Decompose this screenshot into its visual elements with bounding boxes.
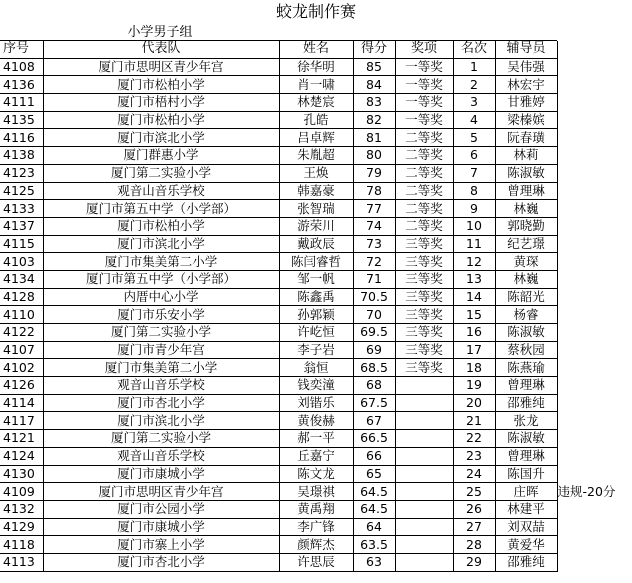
header-id: 序号 xyxy=(0,41,43,58)
cell-name: 吴璟祺 xyxy=(279,483,353,501)
cell-name: 吕卓辉 xyxy=(279,129,353,147)
cell-award: 二等奖 xyxy=(395,182,453,200)
cell-name: 翁恒 xyxy=(279,359,353,377)
cell-rank: 21 xyxy=(453,412,495,430)
cell-award: 三等奖 xyxy=(395,324,453,342)
cell-id: 4111 xyxy=(0,94,43,112)
cell-award xyxy=(395,500,453,518)
table-row xyxy=(0,111,632,129)
cell-award xyxy=(395,430,453,448)
cell-id: 4133 xyxy=(0,200,43,218)
table-row xyxy=(0,536,632,554)
cell-team: 厦门市集美第二小学 xyxy=(43,253,279,271)
cell-score: 64 xyxy=(353,518,395,536)
cell-name: 陈鑫禹 xyxy=(279,288,353,306)
cell-team: 厦门市寨上小学 xyxy=(43,536,279,554)
cell-note xyxy=(557,253,632,271)
cell-score: 74 xyxy=(353,217,395,235)
cell-score: 80 xyxy=(353,147,395,165)
header-award: 奖项 xyxy=(395,41,453,58)
cell-score: 78 xyxy=(353,182,395,200)
cell-coach: 邵雅纯 xyxy=(495,553,557,571)
cell-award: 三等奖 xyxy=(395,359,453,377)
cell-score: 81 xyxy=(353,129,395,147)
cell-rank: 16 xyxy=(453,324,495,342)
cell-note xyxy=(557,182,632,200)
cell-award xyxy=(395,412,453,430)
cell-id: 4107 xyxy=(0,341,43,359)
cell-rank: 11 xyxy=(453,235,495,253)
cell-note xyxy=(557,518,632,536)
table-row xyxy=(0,217,632,235)
cell-rank: 28 xyxy=(453,536,495,554)
cell-rank: 17 xyxy=(453,341,495,359)
cell-name: 钱奕潼 xyxy=(279,377,353,395)
cell-id: 4126 xyxy=(0,377,43,395)
cell-note xyxy=(557,129,632,147)
cell-id: 4137 xyxy=(0,217,43,235)
table-body xyxy=(0,41,632,571)
cell-rank: 26 xyxy=(453,500,495,518)
cell-team: 厦门市杏北小学 xyxy=(43,394,279,412)
cell-id: 4130 xyxy=(0,465,43,483)
table-row xyxy=(0,359,632,377)
cell-score: 83 xyxy=(353,94,395,112)
cell-rank: 25 xyxy=(453,483,495,501)
header-score: 得分 xyxy=(353,41,395,58)
table-row xyxy=(0,394,632,412)
cell-coach: 陈淑敏 xyxy=(495,430,557,448)
header-row xyxy=(0,41,632,58)
cell-score: 65 xyxy=(353,465,395,483)
cell-award: 三等奖 xyxy=(395,306,453,324)
cell-score: 67 xyxy=(353,412,395,430)
cell-note xyxy=(557,377,632,395)
cell-team: 厦门市康城小学 xyxy=(43,518,279,536)
cell-coach: 陈燕瑜 xyxy=(495,359,557,377)
cell-team: 厦门第二实验小学 xyxy=(43,430,279,448)
table-row xyxy=(0,164,632,182)
cell-rank: 24 xyxy=(453,465,495,483)
cell-id: 4135 xyxy=(0,111,43,129)
cell-id: 4109 xyxy=(0,483,43,501)
cell-score: 64.5 xyxy=(353,483,395,501)
cell-score: 79 xyxy=(353,164,395,182)
cell-rank: 2 xyxy=(453,76,495,94)
cell-name: 黄俊赫 xyxy=(279,412,353,430)
cell-rank: 13 xyxy=(453,270,495,288)
cell-name: 朱胤超 xyxy=(279,147,353,165)
cell-id: 4122 xyxy=(0,324,43,342)
header-team: 代表队 xyxy=(43,41,279,58)
cell-team: 内厝中心小学 xyxy=(43,288,279,306)
cell-team: 厦门市公园小学 xyxy=(43,500,279,518)
cell-name: 陈闫睿哲 xyxy=(279,253,353,271)
cell-note xyxy=(557,412,632,430)
table-row xyxy=(0,200,632,218)
cell-coach: 林建平 xyxy=(495,500,557,518)
cell-rank: 5 xyxy=(453,129,495,147)
cell-id: 4116 xyxy=(0,129,43,147)
table-row xyxy=(0,58,632,76)
cell-name: 林楚宸 xyxy=(279,94,353,112)
cell-note xyxy=(557,359,632,377)
cell-score: 84 xyxy=(353,76,395,94)
cell-team: 厦门市杏北小学 xyxy=(43,553,279,571)
cell-id: 4132 xyxy=(0,500,43,518)
table-row xyxy=(0,306,632,324)
cell-award xyxy=(395,518,453,536)
cell-award: 二等奖 xyxy=(395,147,453,165)
cell-note xyxy=(557,447,632,465)
cell-rank: 14 xyxy=(453,288,495,306)
cell-name: 刘锴乐 xyxy=(279,394,353,412)
cell-score: 72 xyxy=(353,253,395,271)
table-row xyxy=(0,553,632,571)
cell-note xyxy=(557,58,632,76)
cell-team: 厦门市乐安小学 xyxy=(43,306,279,324)
cell-score: 63.5 xyxy=(353,536,395,554)
cell-rank: 6 xyxy=(453,147,495,165)
cell-award: 一等奖 xyxy=(395,76,453,94)
cell-id: 4108 xyxy=(0,58,43,76)
cell-note xyxy=(557,217,632,235)
cell-id: 4134 xyxy=(0,270,43,288)
cell-award: 二等奖 xyxy=(395,164,453,182)
cell-coach: 陈淑敏 xyxy=(495,164,557,182)
sheet-subtitle: 小学男子组 xyxy=(127,25,193,40)
cell-coach: 林宏宇 xyxy=(495,76,557,94)
cell-rank: 12 xyxy=(453,253,495,271)
table-row xyxy=(0,483,632,501)
cell-team: 厦门市松柏小学 xyxy=(43,76,279,94)
cell-team: 厦门市康城小学 xyxy=(43,465,279,483)
cell-name: 李广锋 xyxy=(279,518,353,536)
table-row xyxy=(0,253,632,271)
cell-score: 66.5 xyxy=(353,430,395,448)
table-row xyxy=(0,76,632,94)
cell-rank: 29 xyxy=(453,553,495,571)
header-note xyxy=(557,41,632,58)
table-row xyxy=(0,324,632,342)
table-row xyxy=(0,430,632,448)
cell-award: 三等奖 xyxy=(395,288,453,306)
cell-rank: 22 xyxy=(453,430,495,448)
cell-team: 观音山音乐学校 xyxy=(43,182,279,200)
cell-rank: 1 xyxy=(453,58,495,76)
cell-award xyxy=(395,465,453,483)
table-row xyxy=(0,182,632,200)
cell-score: 66 xyxy=(353,447,395,465)
cell-coach: 林巍 xyxy=(495,270,557,288)
cell-name: 颜辉杰 xyxy=(279,536,353,554)
cell-rank: 9 xyxy=(453,200,495,218)
cell-coach: 阮春璜 xyxy=(495,129,557,147)
cell-name: 孔皓 xyxy=(279,111,353,129)
cell-rank: 8 xyxy=(453,182,495,200)
cell-name: 许屹恒 xyxy=(279,324,353,342)
cell-team: 厦门市松柏小学 xyxy=(43,217,279,235)
cell-name: 孙郭颖 xyxy=(279,306,353,324)
cell-score: 63 xyxy=(353,553,395,571)
cell-coach: 黄琛 xyxy=(495,253,557,271)
cell-name: 许思辰 xyxy=(279,553,353,571)
cell-name: 游荣川 xyxy=(279,217,353,235)
cell-note: 违规-20分 xyxy=(557,483,616,499)
cell-team: 厦门第二实验小学 xyxy=(43,324,279,342)
cell-note xyxy=(557,288,632,306)
cell-award: 二等奖 xyxy=(395,200,453,218)
cell-award: 一等奖 xyxy=(395,94,453,112)
table-row xyxy=(0,341,632,359)
cell-coach: 刘双喆 xyxy=(495,518,557,536)
cell-coach: 蔡秋园 xyxy=(495,341,557,359)
cell-team: 厦门市第五中学（小学部） xyxy=(43,270,279,288)
cell-name: 王焕 xyxy=(279,164,353,182)
cell-note xyxy=(557,465,632,483)
cell-award xyxy=(395,394,453,412)
cell-name: 丘嘉宁 xyxy=(279,447,353,465)
cell-team: 厦门市滨北小学 xyxy=(43,235,279,253)
cell-name: 肖一啸 xyxy=(279,76,353,94)
cell-team: 厦门市滨北小学 xyxy=(43,412,279,430)
cell-name: 黄禹翔 xyxy=(279,500,353,518)
cell-note xyxy=(557,200,632,218)
cell-note xyxy=(557,147,632,165)
cell-id: 4124 xyxy=(0,447,43,465)
cell-coach: 陈国升 xyxy=(495,465,557,483)
cell-rank: 27 xyxy=(453,518,495,536)
cell-award xyxy=(395,536,453,554)
cell-score: 69 xyxy=(353,341,395,359)
cell-team: 厦门群惠小学 xyxy=(43,147,279,165)
cell-id: 4129 xyxy=(0,518,43,536)
cell-name: 陈文龙 xyxy=(279,465,353,483)
table-row xyxy=(0,465,632,483)
table-row xyxy=(0,235,632,253)
cell-award: 三等奖 xyxy=(395,253,453,271)
table-row xyxy=(0,518,632,536)
cell-id: 4138 xyxy=(0,147,43,165)
cell-team: 厦门市思明区青少年宫 xyxy=(43,58,279,76)
cell-coach: 林莉 xyxy=(495,147,557,165)
cell-team: 厦门市梧村小学 xyxy=(43,94,279,112)
cell-rank: 20 xyxy=(453,394,495,412)
cell-id: 4123 xyxy=(0,164,43,182)
cell-coach: 杨睿 xyxy=(495,306,557,324)
cell-score: 70.5 xyxy=(353,288,395,306)
cell-score: 68.5 xyxy=(353,359,395,377)
cell-score: 82 xyxy=(353,111,395,129)
cell-note xyxy=(557,235,632,253)
cell-rank: 10 xyxy=(453,217,495,235)
table-row xyxy=(0,129,632,147)
cell-name: 徐华明 xyxy=(279,58,353,76)
cell-note xyxy=(557,164,632,182)
table-row xyxy=(0,94,632,112)
cell-coach: 梁榛嫔 xyxy=(495,111,557,129)
cell-award: 三等奖 xyxy=(395,270,453,288)
cell-id: 4118 xyxy=(0,536,43,554)
cell-team: 厦门第二实验小学 xyxy=(43,164,279,182)
cell-note xyxy=(557,536,632,554)
cell-note xyxy=(557,500,632,518)
cell-score: 64.5 xyxy=(353,500,395,518)
header-coach: 辅导员 xyxy=(495,41,557,58)
cell-team: 厦门市思明区青少年宫 xyxy=(43,483,279,501)
header-rank: 名次 xyxy=(453,41,495,58)
cell-id: 4103 xyxy=(0,253,43,271)
cell-note xyxy=(557,341,632,359)
cell-team: 厦门市松柏小学 xyxy=(43,111,279,129)
cell-team: 观音山音乐学校 xyxy=(43,447,279,465)
cell-score: 68 xyxy=(353,377,395,395)
cell-id: 4113 xyxy=(0,553,43,571)
cell-rank: 23 xyxy=(453,447,495,465)
cell-id: 4114 xyxy=(0,394,43,412)
cell-award: 一等奖 xyxy=(395,58,453,76)
cell-coach: 吴伟强 xyxy=(495,58,557,76)
results-table xyxy=(0,41,632,572)
cell-id: 4117 xyxy=(0,412,43,430)
cell-name: 邹一帆 xyxy=(279,270,353,288)
cell-name: 韩嘉豪 xyxy=(279,182,353,200)
table-row xyxy=(0,500,632,518)
cell-coach: 陈韶光 xyxy=(495,288,557,306)
cell-coach: 纪艺璟 xyxy=(495,235,557,253)
cell-team: 厦门市青少年宫 xyxy=(43,341,279,359)
cell-note xyxy=(557,553,632,571)
cell-score: 69.5 xyxy=(353,324,395,342)
cell-award: 一等奖 xyxy=(395,111,453,129)
cell-note xyxy=(557,270,632,288)
table-row xyxy=(0,447,632,465)
cell-note xyxy=(557,324,632,342)
cell-score: 77 xyxy=(353,200,395,218)
cell-award xyxy=(395,483,453,501)
cell-id: 4128 xyxy=(0,288,43,306)
cell-coach: 林巍 xyxy=(495,200,557,218)
table-row xyxy=(0,412,632,430)
cell-coach: 邵雅纯 xyxy=(495,394,557,412)
cell-coach: 甘雅婷 xyxy=(495,94,557,112)
table-row xyxy=(0,288,632,306)
cell-note xyxy=(557,394,632,412)
cell-id: 4121 xyxy=(0,430,43,448)
cell-rank: 18 xyxy=(453,359,495,377)
cell-award xyxy=(395,377,453,395)
cell-score: 85 xyxy=(353,58,395,76)
cell-note xyxy=(557,430,632,448)
cell-team: 厦门市滨北小学 xyxy=(43,129,279,147)
cell-rank: 7 xyxy=(453,164,495,182)
cell-award: 三等奖 xyxy=(395,235,453,253)
cell-note xyxy=(557,94,632,112)
cell-rank: 3 xyxy=(453,94,495,112)
cell-name: 郝一平 xyxy=(279,430,353,448)
cell-name: 李子岩 xyxy=(279,341,353,359)
cell-note xyxy=(557,76,632,94)
table-row xyxy=(0,270,632,288)
cell-name: 张智瑞 xyxy=(279,200,353,218)
cell-rank: 19 xyxy=(453,377,495,395)
cell-coach: 曾理琳 xyxy=(495,182,557,200)
cell-award: 二等奖 xyxy=(395,129,453,147)
cell-score: 71 xyxy=(353,270,395,288)
cell-score: 67.5 xyxy=(353,394,395,412)
cell-coach: 曾理琳 xyxy=(495,447,557,465)
cell-award: 三等奖 xyxy=(395,341,453,359)
cell-coach: 张龙 xyxy=(495,412,557,430)
cell-team: 观音山音乐学校 xyxy=(43,377,279,395)
header-name: 姓名 xyxy=(279,41,353,58)
cell-rank: 15 xyxy=(453,306,495,324)
cell-coach: 庄晖 xyxy=(495,483,557,501)
cell-coach: 陈淑敏 xyxy=(495,324,557,342)
cell-coach: 曾理琳 xyxy=(495,377,557,395)
table-row xyxy=(0,377,632,395)
cell-note xyxy=(557,111,632,129)
cell-note xyxy=(557,306,632,324)
cell-score: 73 xyxy=(353,235,395,253)
cell-id: 4136 xyxy=(0,76,43,94)
cell-id: 4110 xyxy=(0,306,43,324)
cell-id: 4115 xyxy=(0,235,43,253)
table-row xyxy=(0,147,632,165)
cell-team: 厦门市第五中学（小学部） xyxy=(43,200,279,218)
cell-award: 二等奖 xyxy=(395,217,453,235)
cell-score: 70 xyxy=(353,306,395,324)
cell-coach: 郭晓勤 xyxy=(495,217,557,235)
cell-award xyxy=(395,447,453,465)
cell-id: 4125 xyxy=(0,182,43,200)
cell-coach: 黄爱华 xyxy=(495,536,557,554)
cell-team: 厦门市集美第二小学 xyxy=(43,359,279,377)
cell-id: 4102 xyxy=(0,359,43,377)
sheet-title: 蛟龙制作赛 xyxy=(275,2,356,21)
cell-award xyxy=(395,553,453,571)
cell-name: 戴政辰 xyxy=(279,235,353,253)
cell-rank: 4 xyxy=(453,111,495,129)
